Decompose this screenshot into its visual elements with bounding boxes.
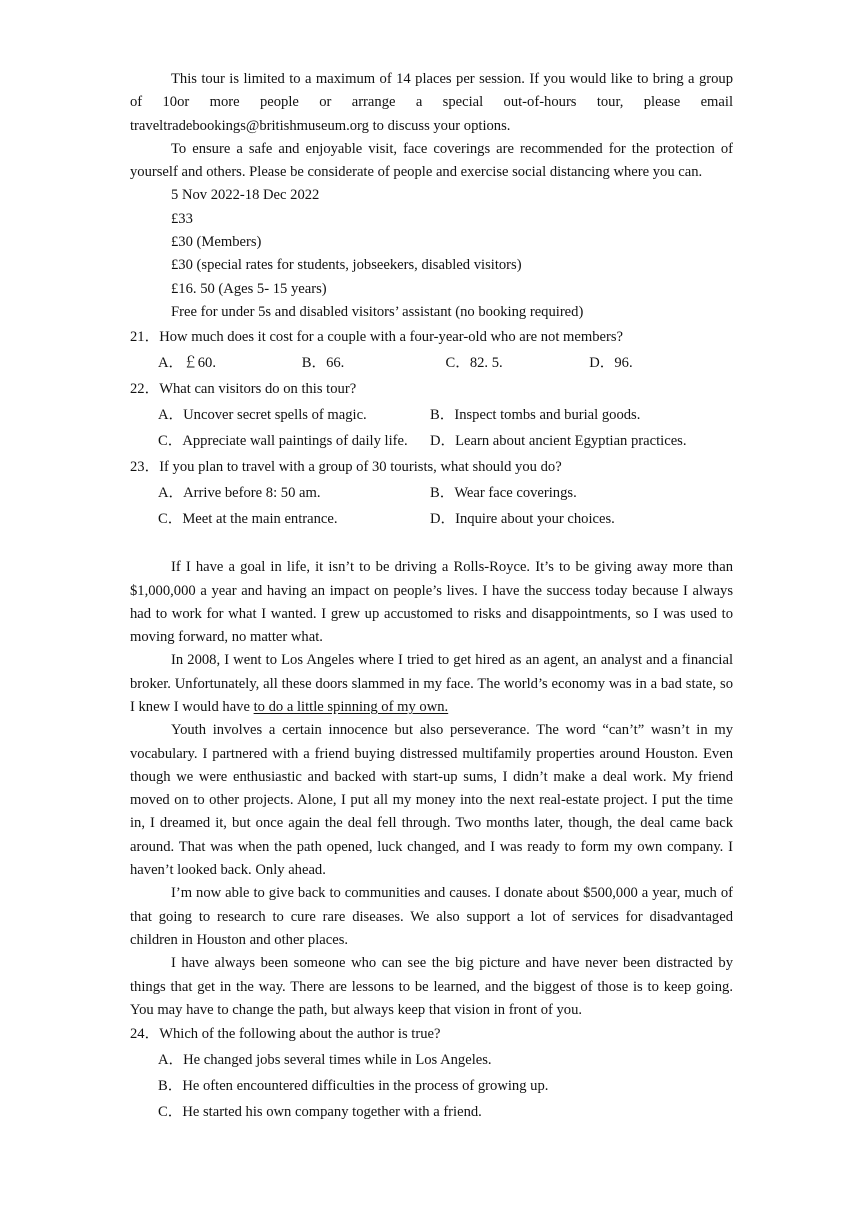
option-c: C．82. 5. [445,354,503,371]
question-21-options [130,350,733,376]
passage-paragraph-5: I have always been someone who can see the big picture and have never been distracted by things that get in the way. There are lessons to be learned, and the biggest of those is to keep going. You may have to change the path, but always keep that vision in front of you. [130,955,733,1018]
passage-paragraph-3: Youth involves a certain innocence but also perseverance. The word “can’t” wasn’t in my vocabulary. I partnered with a friend buying distressed multifamily properties around Houston. Even though we were enthusiastic and backed with start-up sums, I didn’t make a deal work. My friend moved on to other projects. Alone, I put all my money into the next real-estate project. I put the time in, I dreamed it, but once again the deal fell through. Two months later, though, the deal came back around. That was when the path opened, luck changed, and I was ready to form my own company. I haven’t looked back. Only ahead. [130,722,733,879]
option-b: B．Wear face coverings. [430,485,577,502]
option-d: D．Inquire about your choices. [430,511,615,528]
passage-paragraph-2 [130,649,733,719]
question-23-options-row2 [130,507,733,533]
option-b: B．66. [301,354,345,371]
option-d: D．Learn about ancient Egyptian practices. [430,433,687,450]
price-members: £30 (Members) [171,234,262,251]
passage-paragraph-4: I’m now able to give back to communities and causes. I donate about $500,000 a year, much of that going to research to cure rare diseases. We also support a lot of services for disadvantaged children in Houston and other places. [130,885,733,948]
price-special: £30 (special rates for students, jobseekers, disabled visitors) [171,257,522,274]
option-d: D．96. [589,354,633,371]
option-b: B．Inspect tombs and burial goods. [430,406,641,423]
tour-paragraph-1: This tour is limited to a maximum of 14 places per session. If you would like to bring a group of 10or more people or arrange a special out-of-hours tour, please email traveltradebookings@britishmuseum.org to discuss your options. [130,71,733,134]
passage-paragraph-1: If I have a goal in life, it isn’t to be driving a Rolls-Royce. It’s to be giving away more than $1,000,000 a year and having an impact on people’s lives. I have the success today because I always had to work for what I wanted. I grew up accustomed to risks and disappointments, so I was used to moving forward, no matter what. [130,559,733,646]
question-24-option-a: A．He changed jobs several times while in Los Angeles. [158,1052,492,1069]
tour-paragraph-2: To ensure a safe and enjoyable visit, face coverings are recommended for the protection of yourself and others. Please be considerate of people and exercise social distancing where you can. [130,140,733,181]
price-child: £16. 50 (Ages 5- 15 years) [171,280,327,297]
question-22-options-row2 [130,429,733,455]
passage-paragraph-2-text: In 2008, I went to Los Angeles where I tried to get hired as an agent, an analyst and a financial broker. Unfortunately, all these doors slammed in my face. The world’s economy was in a bad state, so I knew I would have [130,652,733,715]
option-a: A．￡60. [158,354,216,371]
tour-dates: 5 Nov 2022-18 Dec 2022 [171,187,320,204]
question-22-options-row1 [130,402,733,428]
question-22-stem: 22．What can visitors do on this tour? [130,380,357,397]
price-free: Free for under 5s and disabled visitors’ assistant (no booking required) [171,303,584,320]
option-a: A．Uncover secret spells of magic. [158,406,367,423]
document-page [130,68,733,1126]
question-23-options-row1 [130,481,733,507]
question-24-option-b: B．He often encountered difficulties in the process of growing up. [158,1078,549,1095]
price-adult: £33 [171,210,193,227]
option-c: C．Meet at the main entrance. [158,511,338,528]
question-21-stem: 21．How much does it cost for a couple with a four-year-old who are not members? [130,328,624,345]
underlined-phrase: to do a little spinning of my own. [253,698,449,715]
question-23-stem: 23．If you plan to travel with a group of 30 tourists, what should you do? [130,459,562,476]
question-24-stem: 24．Which of the following about the author is true? [130,1026,441,1043]
question-24-option-c: C．He started his own company together with a friend. [158,1104,482,1121]
option-a: A．Arrive before 8: 50 am. [158,485,321,502]
option-c: C．Appreciate wall paintings of daily life. [158,433,408,450]
